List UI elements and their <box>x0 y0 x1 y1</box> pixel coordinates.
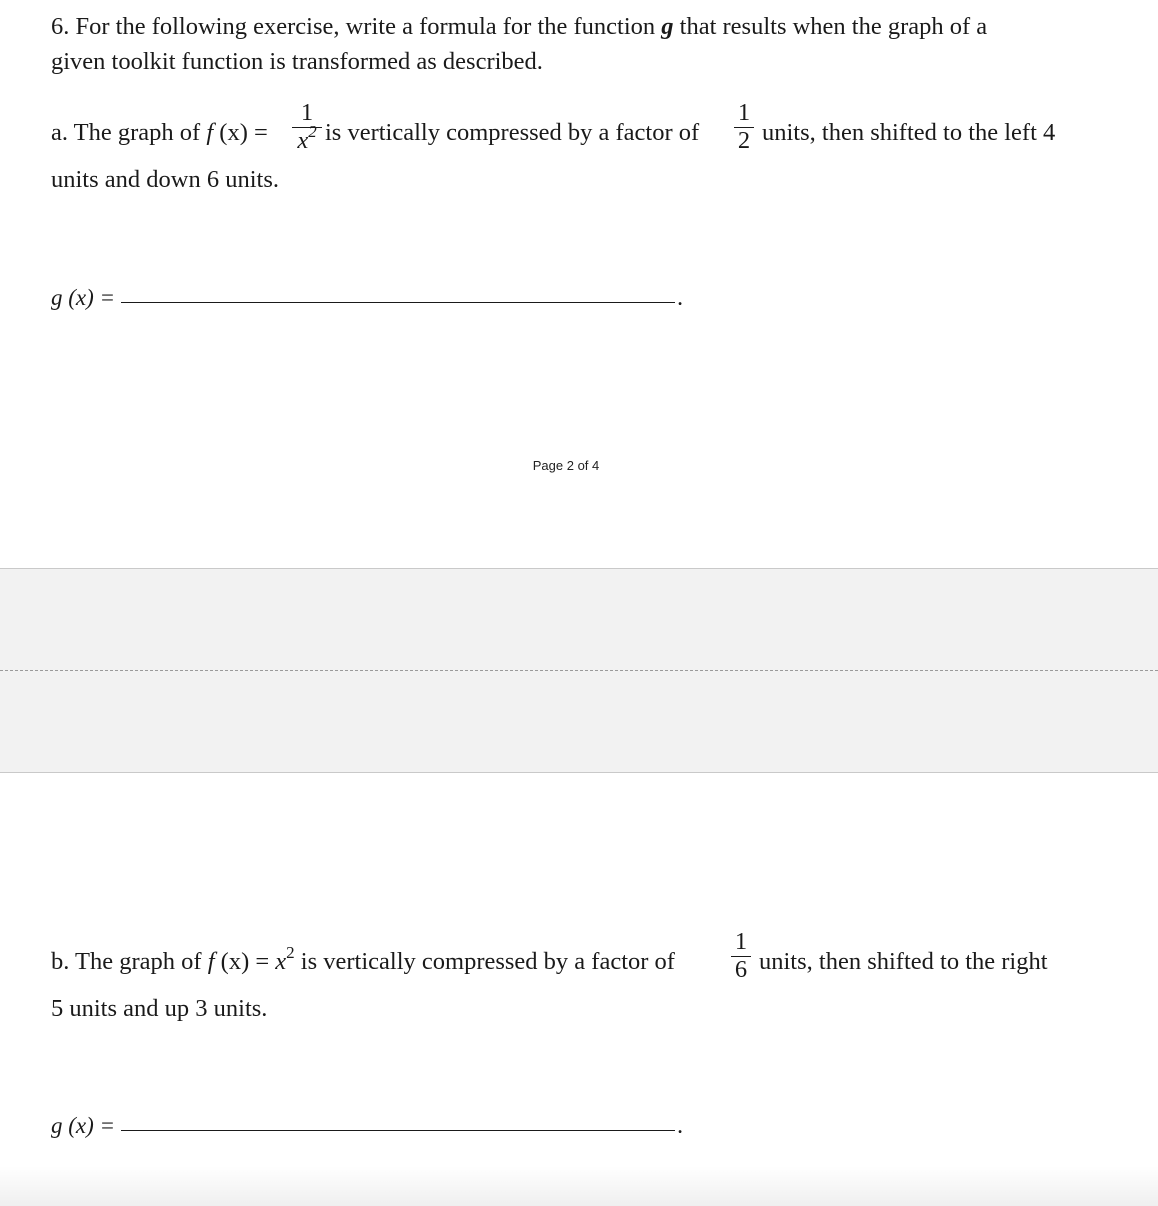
part-a-answer-label: g (x) = <box>51 285 116 310</box>
part-a-factor-fraction: 1 2 <box>734 101 754 153</box>
part-b-line2: 5 units and up 3 units. <box>51 995 268 1022</box>
part-a-answer-period: . <box>677 284 684 311</box>
part-b-factor-fraction: 1 6 <box>731 930 751 982</box>
part-b-answer-blank[interactable] <box>121 1130 675 1131</box>
bottom-edge-shadow <box>0 1166 1158 1206</box>
function-g-symbol: g <box>661 13 674 40</box>
part-b-lead: b. The graph of f $(x) = x^2$ is vertically compressed by a factor of <box>51 942 675 975</box>
part-a-line2: units and down 6 units. <box>51 166 279 193</box>
page-number: Page 2 of 4 <box>532 458 600 473</box>
part-a-middle-text: is vertically compressed by a factor of <box>325 119 700 146</box>
part-a-answer-blank[interactable] <box>121 302 675 303</box>
part-b-tail-text: units, then shifted to the right <box>759 948 1048 975</box>
part-a-tail-text: units, then shifted to the left 4 <box>762 119 1056 146</box>
part-a-function-fraction: 1 $x^2$ <box>292 101 322 153</box>
page-break-dashed-line <box>0 670 1158 671</box>
part-a-lead: a. The graph of f (x) = <box>51 119 268 146</box>
part-b-answer-label: g (x) = <box>51 1113 116 1138</box>
question-intro-line2: given toolkit function is transformed as described. <box>51 48 543 75</box>
part-b-answer-period: . <box>677 1112 684 1139</box>
question-intro-line1: 6. For the following exercise, write a formula for the function g that results when the graph of a <box>51 13 988 40</box>
page-separator <box>0 568 1158 773</box>
